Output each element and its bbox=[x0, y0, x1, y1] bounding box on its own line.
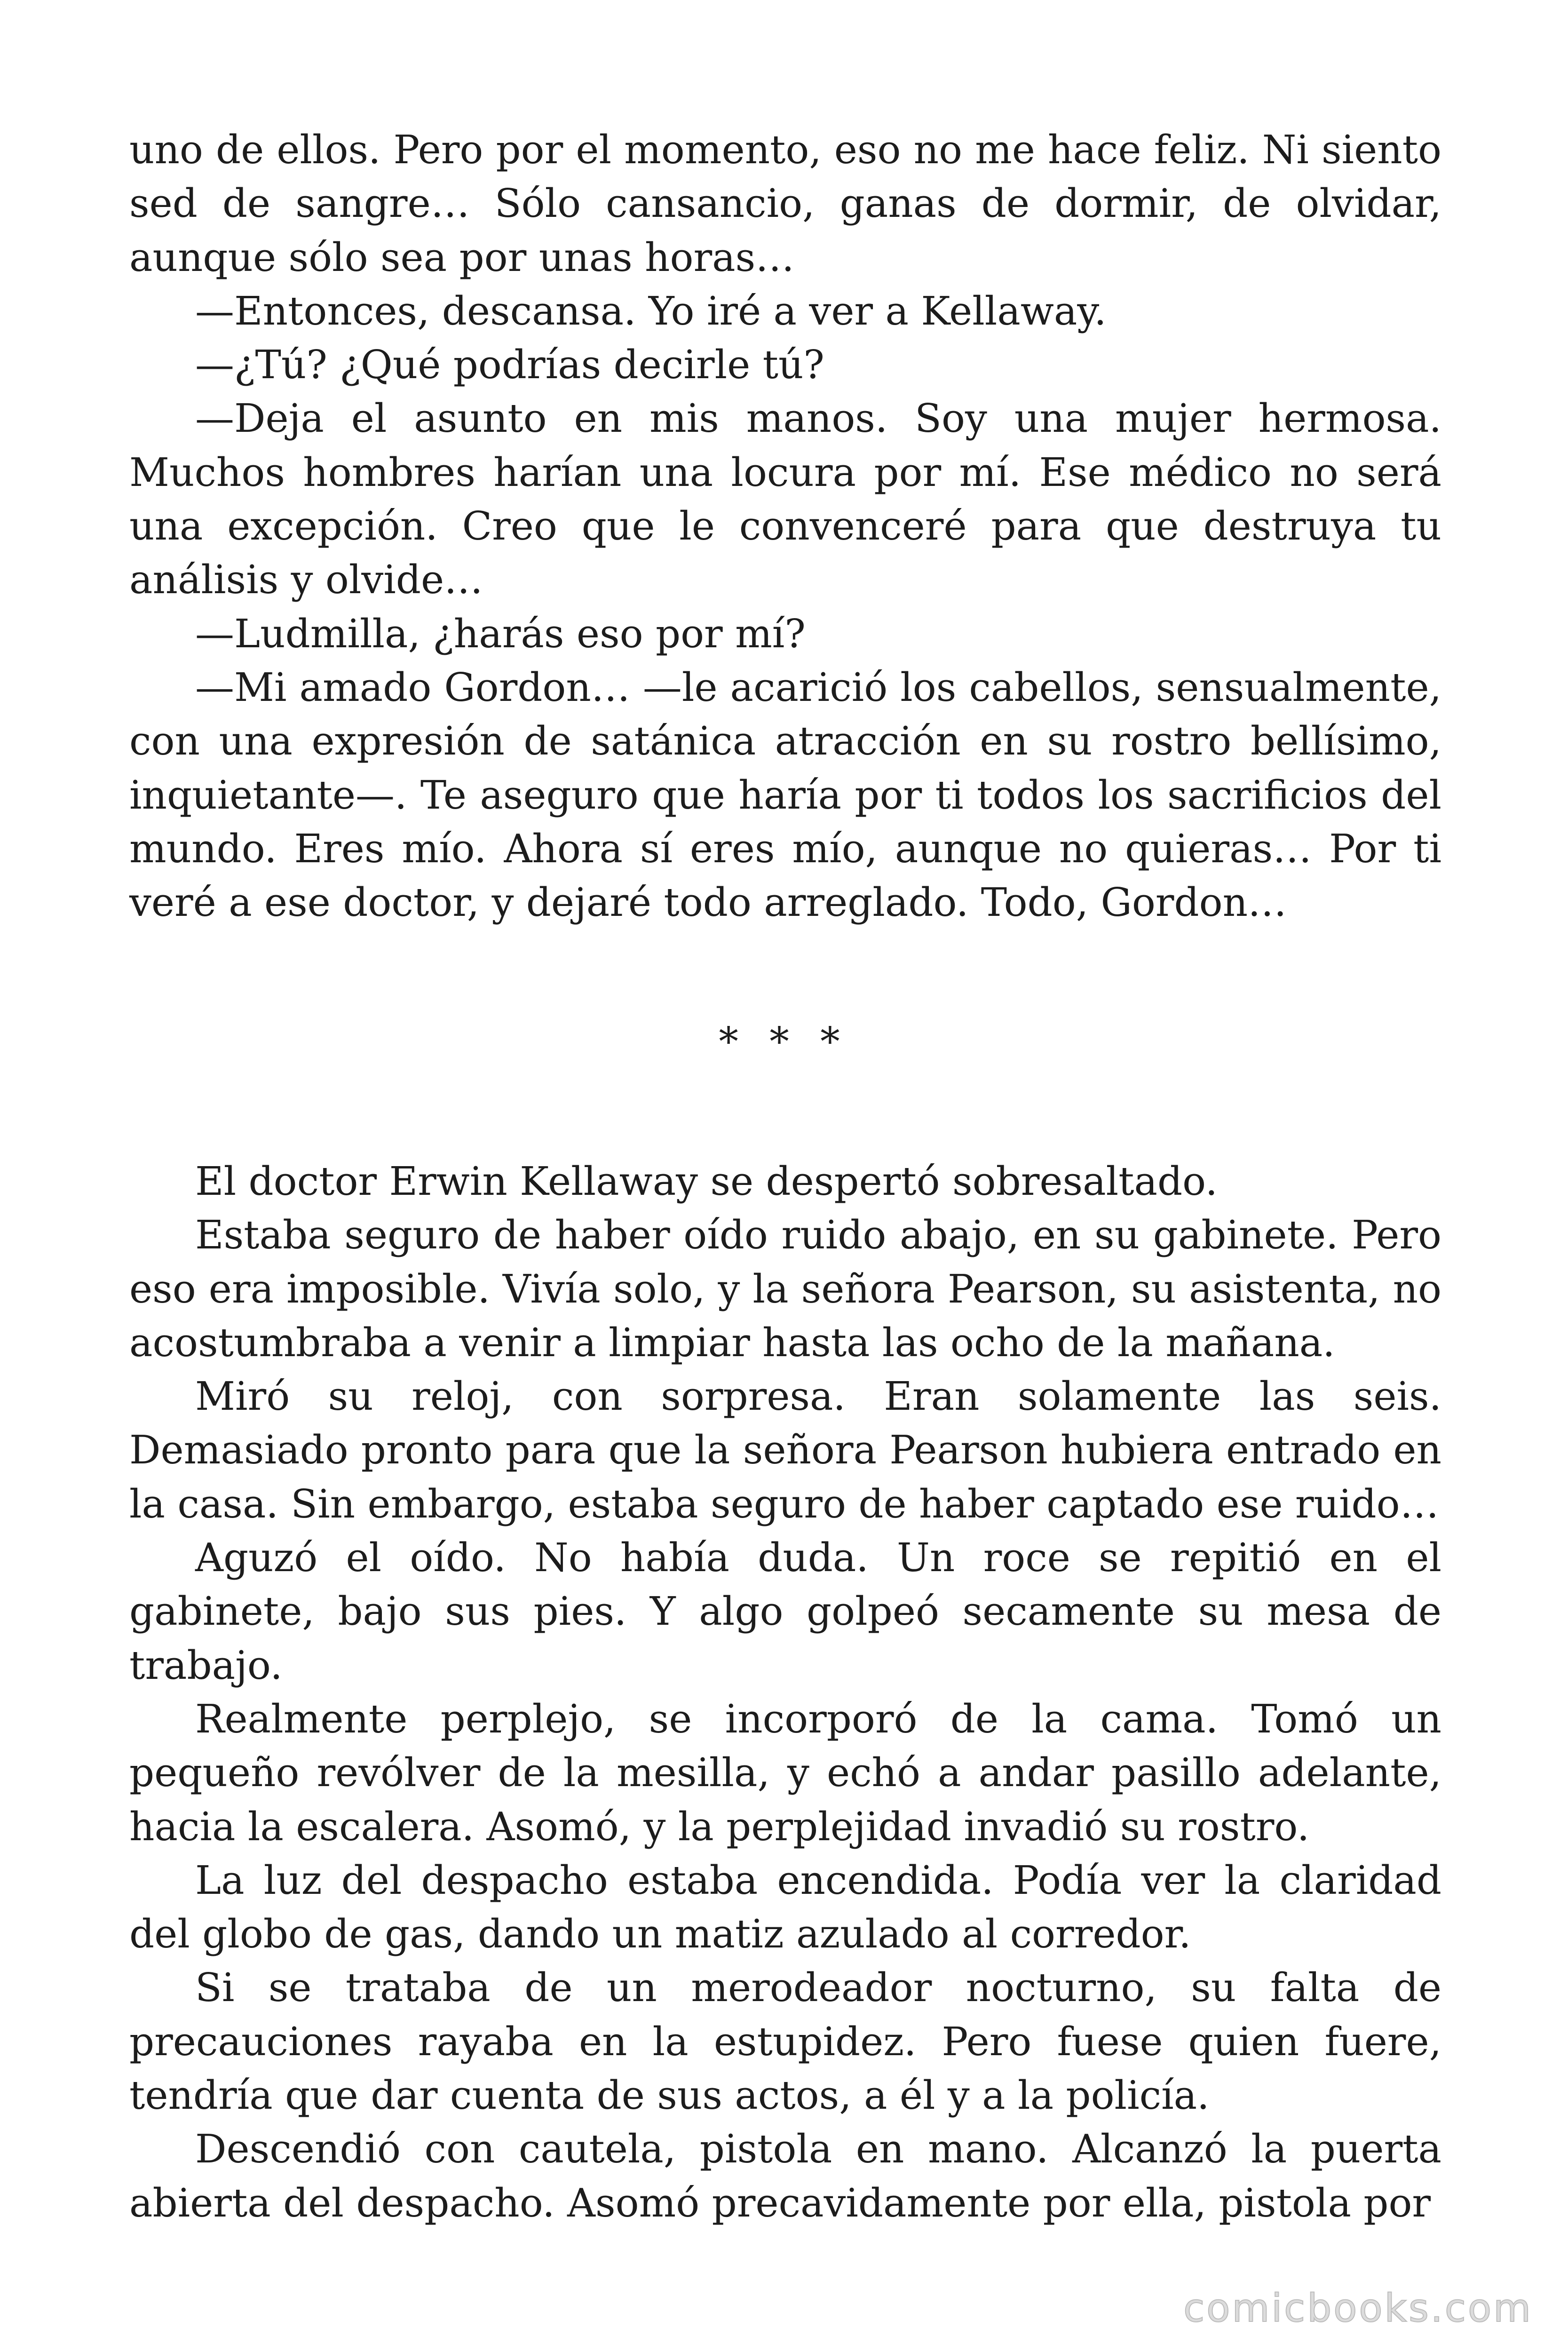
paragraph: —Ludmilla, ¿harás eso por mí? bbox=[195, 611, 806, 657]
paragraph: Si se trataba de un merodeador nocturno, su falta de precauciones rayaba en la estupidez. Pero fuese quien fuere, tendría que dar cuenta de sus actos, a él y a la policía. bbox=[129, 1965, 1441, 2119]
paragraph: —Deja el asunto en mis manos. Soy una mujer hermosa. Muchos hombres harían una locura por mí. Ese médico no será una excepción. Creo que le convenceré para que destruya tu análisis y olvide… bbox=[129, 396, 1441, 603]
watermark: comicbooks.com bbox=[1183, 2286, 1533, 2331]
paragraph: —Entonces, descansa. Yo iré a ver a Kellaway. bbox=[195, 288, 1107, 334]
paragraph: La luz del despacho estaba encendida. Podía ver la claridad del globo de gas, dando un matiz azulado al corredor. bbox=[129, 1857, 1441, 1957]
section-separator: * * * bbox=[719, 1019, 849, 1065]
paragraph: El doctor Erwin Kellaway se despertó sobresaltado. bbox=[195, 1159, 1218, 1204]
paragraph: Estaba seguro de haber oído ruido abajo, en su gabinete. Pero eso era imposible. Vivía solo, y la señora Pearson, su asistenta, no acostumbraba a venir a limpiar hasta las ocho de la mañana. bbox=[129, 1212, 1441, 1366]
paragraph: Descendió con cautela, pistola en mano. Alcanzó la puerta abierta del despacho. Asomó precavidamente por ella, pistola por bbox=[129, 2126, 1441, 2226]
text-section-one bbox=[129, 123, 1441, 930]
paragraph-continuation: uno de ellos. Pero por el momento, eso no me hace feliz. Ni siento sed de sangre… Sólo cansancio, ganas de dormir, de olvidar, aunque sólo sea por unas horas… bbox=[129, 127, 1441, 280]
paragraph: —Mi amado Gordon… —le acarició los cabellos, sensualmente, con una expresión de satánica atracción en su rostro bellísimo, inquietante—. Te aseguro que haría por ti todos los sacrificios del mundo. Eres mío. Ahora sí eres mío, aunque no quieras… Por ti veré a ese doctor, y dejaré todo arreglado. Todo, Gordon… bbox=[129, 664, 1441, 926]
paragraph: —¿Tú? ¿Qué podrías decirle tú? bbox=[195, 342, 824, 388]
text-section-two bbox=[129, 1155, 1441, 2230]
paragraph: Aguzó el oído. No había duda. Un roce se repitió en el gabinete, bajo sus pies. Y algo golpeó secamente su mesa de trabajo. bbox=[129, 1535, 1441, 1688]
paragraph: Realmente perplejo, se incorporó de la cama. Tomó un pequeño revólver de la mesilla, y echó a andar pasillo adelante, hacia la escalera. Asomó, y la perplejidad invadió su rostro. bbox=[129, 1696, 1441, 1850]
paragraph: Miró su reloj, con sorpresa. Eran solamente las seis. Demasiado pronto para que la señora Pearson hubiera entrado en la casa. Sin embargo, estaba seguro de haber captado ese ruido… bbox=[129, 1374, 1441, 1527]
